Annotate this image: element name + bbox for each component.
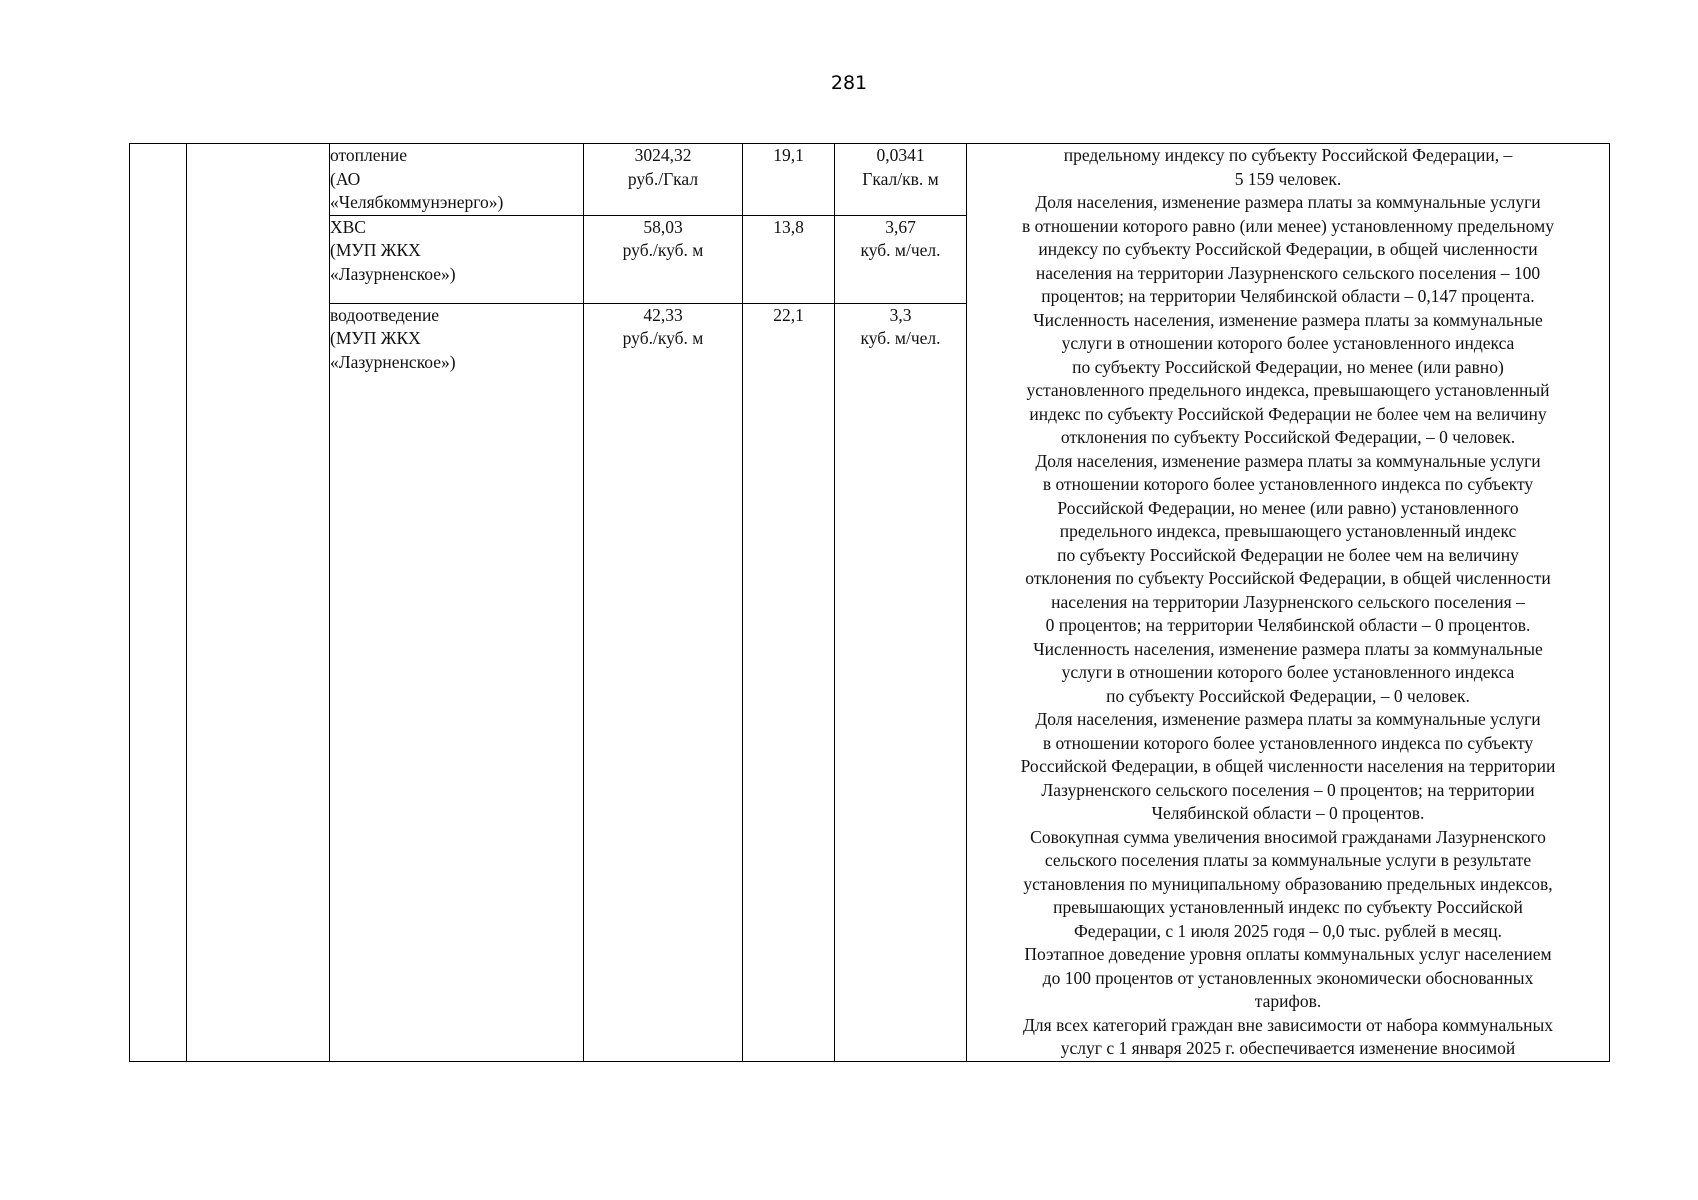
description-line: отклонения по субъекту Российской Федерации, в общей численности (1025, 568, 1551, 588)
index-cell (743, 303, 835, 1061)
description-line: Федерации, с 1 июля 2025 годя – 0,0 тыс. рублей в месяц. (1073, 920, 1503, 941)
description-line: превышающих установленный индекс по субъекту Российской (1053, 897, 1523, 917)
description-line: отклонения по субъекту Российской Федерации, – 0 человек. (1060, 427, 1516, 447)
tariff-unit: руб./Гкал (627, 168, 699, 189)
index-value: 22,1 (773, 304, 804, 325)
tariff-cell (584, 215, 743, 303)
description-line: индексу по субъекту Российской Федерации, в общей численности (1038, 239, 1538, 259)
description-line: установленного предельного индекса, превышающего установленный (1026, 380, 1550, 400)
volume-cell (835, 215, 967, 303)
service-cell (330, 215, 584, 303)
volume-cell (835, 303, 967, 1061)
tariff-value: 3024,32 (634, 145, 692, 165)
description-line: предельного индекса, превышающего установленный индекс (1059, 521, 1517, 541)
description-line: индекс по субъекту Российской Федерации не более чем на величину (1029, 403, 1547, 424)
service-cell (330, 144, 584, 216)
index-value: 13,8 (773, 216, 804, 237)
volume-unit: Гкал/кв. м (862, 168, 939, 189)
description-line: Доля населения, изменение размера платы за коммунальные услуги (1035, 450, 1541, 471)
tariff-unit: руб./куб. м (622, 328, 704, 348)
description-line: населения на территории Лазурненского сельского поселения – 100 (1035, 262, 1541, 283)
volume-cell (835, 144, 967, 216)
description-line: в отношении которого более установленного индекса по субъекту (1042, 474, 1534, 494)
description-text (967, 144, 1609, 1061)
description-line: сельского поселения платы за коммунальные услуги в результате (1044, 850, 1532, 870)
description-line: населения на территории Лазурненского сельского поселения – (1051, 591, 1525, 612)
description-line: до 100 процентов от установленных экономически обоснованных (1042, 967, 1534, 988)
description-line: 0 процентов; на территории Челябинской области – 0 процентов. (1045, 615, 1531, 635)
description-line: Совокупная сумма увеличения вносимой гражданами Лазурненского (1030, 826, 1546, 847)
description-line: Российской Федерации, но менее (или равно) установленного (1057, 497, 1519, 518)
table-row (130, 144, 1610, 216)
description-line: Доля населения, изменение размера платы за коммунальные услуги (1035, 709, 1541, 729)
index-value: 19,1 (773, 145, 804, 165)
index-cell (743, 215, 835, 303)
volume-value: 3,3 (889, 304, 912, 325)
provider-line: «Лазурненское») (330, 351, 456, 372)
tariff-table (129, 143, 1610, 1062)
index-cell (743, 144, 835, 216)
description-line: Лазурненского сельского поселения – 0 процентов; на территории (1041, 779, 1535, 800)
description-line: Численность населения, изменение размера платы за коммунальные (1033, 638, 1543, 659)
provider-line: (АО (330, 168, 361, 189)
description-line: тарифов. (1254, 991, 1322, 1011)
service-cell (330, 303, 584, 1061)
page-number: 281 (830, 72, 868, 94)
description-line: Российской Федерации, в общей численности населения на территории (1020, 756, 1556, 776)
description-line: по субъекту Российской Федерации не более чем на величину (1057, 544, 1519, 565)
volume-value: 3,67 (885, 216, 916, 237)
tariff-cell (584, 144, 743, 216)
description-cell (967, 144, 1610, 1062)
provider-line: (МУП ЖКХ (330, 240, 421, 260)
service-name: ХВС (330, 216, 366, 237)
description-line: Челябинской области – 0 процентов. (1151, 803, 1425, 823)
volume-unit: куб. м/чел. (860, 240, 941, 260)
service-name: водоотведение (330, 304, 440, 325)
tariff-value: 58,03 (643, 216, 683, 237)
service-name: отопление (330, 145, 408, 165)
description-line: по субъекту Российской Федерации, – 0 человек. (1106, 685, 1470, 706)
provider-line: (МУП ЖКХ (330, 328, 421, 348)
description-line: услуг с 1 января 2025 г. обеспечивается изменение вносимой (1060, 1038, 1516, 1058)
description-line: по субъекту Российской Федерации, но менее (или равно) (1072, 356, 1504, 377)
description-line: Для всех категорий граждан вне зависимости от набора коммунальных (1022, 1014, 1554, 1035)
volume-unit: куб. м/чел. (860, 328, 941, 348)
tariff-unit: руб./куб. м (622, 240, 704, 260)
description-line: в отношении которого равно (или менее) установленному предельному (1022, 215, 1554, 236)
empty-cell-1 (130, 144, 187, 1062)
description-line: 5 159 человек. (1234, 168, 1342, 189)
tariff-value: 42,33 (643, 304, 683, 325)
tariff-cell (584, 303, 743, 1061)
description-line: установления по муниципальному образованию предельных индексов, (1023, 873, 1553, 894)
description-line: услуги в отношении которого более установленного индекса (1061, 333, 1515, 353)
provider-line: «Лазурненское») (330, 263, 456, 284)
description-line: в отношении которого более установленного индекса по субъекту (1042, 732, 1534, 753)
description-line: услуги в отношении которого более установленного индекса (1061, 662, 1515, 682)
volume-value: 0,0341 (876, 145, 925, 165)
description-line: Доля населения, изменение размера платы за коммунальные услуги (1035, 192, 1541, 212)
empty-cell-2 (187, 144, 330, 1062)
description-line: процентов; на территории Челябинской области – 0,147 процента. (1041, 286, 1535, 306)
description-line: Поэтапное доведение уровня оплаты коммунальных услуг населением (1024, 944, 1552, 964)
description-line: предельному индексу по субъекту Российской Федерации, – (1063, 145, 1513, 165)
provider-line: «Челябкоммунэнерго») (330, 192, 504, 212)
description-line: Численность населения, изменение размера платы за коммунальные (1033, 309, 1543, 330)
